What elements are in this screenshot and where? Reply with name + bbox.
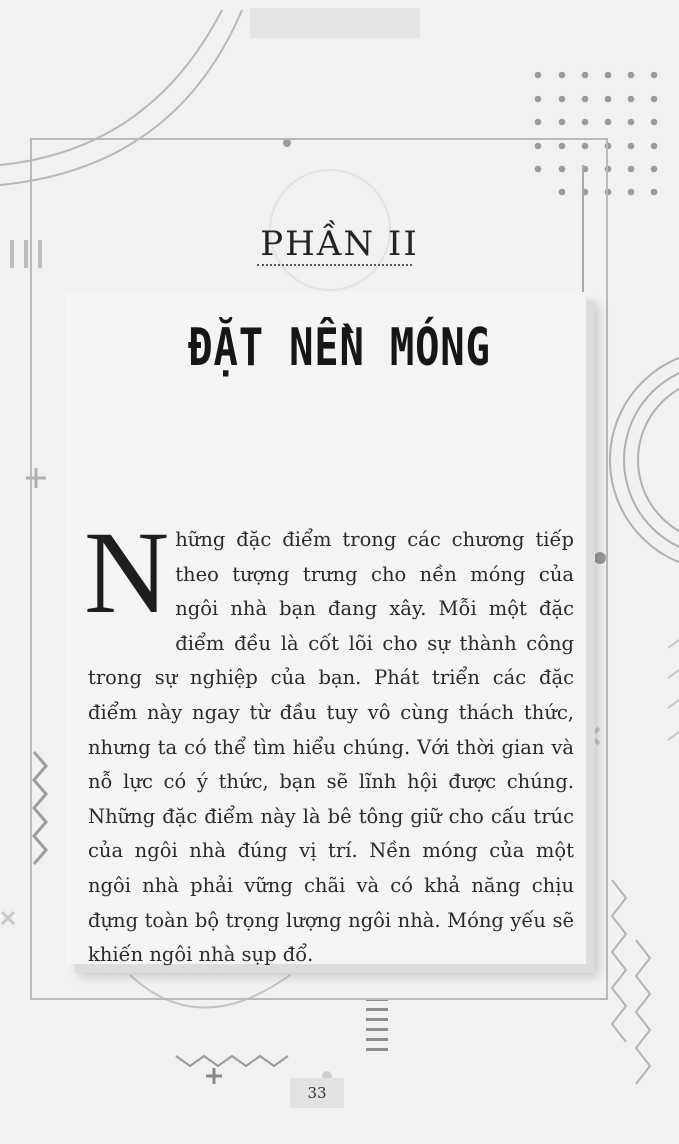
bottom-horizontal-bars [366,998,388,1051]
zigzag-bottom [176,1056,288,1066]
cross-left-bottom [2,912,14,924]
drop-cap: N [84,507,170,638]
body-text: hững đặc điểm trong các chương tiếp theo tượng trưng cho nền móng của ngôi nhà bạn đang xây. Mỗi một đặc điểm đều là cốt lõi cho sự thành công trong sự nghiệp của bạn. Phát triển các đặc điểm này ngay từ đầu tuy vô cùng thách thức, nhưng ta có thể tìm hiểu chúng. Với thời gian và nỗ lực có ý thức, bạn sẽ lĩnh hội được chúng. Những đặc điểm này là bê tông giữ cho cấu trúc của ngôi nhà đúng vị trí. Nền móng của một ngôi nhà phải vững chãi và có khả năng chịu đựng toàn bộ trọng lượng ngôi nhà. Móng yếu sẽ khiến ngôi nhà sụp đổ. [88,528,574,967]
chapter-title: ĐẶT NỀN MÓNG [188,318,491,378]
zigzag-right-1 [612,880,626,1042]
part-label: PHẦN II [260,224,419,264]
top-faint-bar [250,8,420,38]
zigzag-right-2 [636,940,650,1084]
part-underline [257,264,412,266]
page-number: 33 [290,1078,344,1108]
right-edge-marks [668,640,679,740]
right-concentric-arcs [610,350,679,570]
plus-bottom [206,1068,222,1084]
body-paragraph [84,507,574,973]
